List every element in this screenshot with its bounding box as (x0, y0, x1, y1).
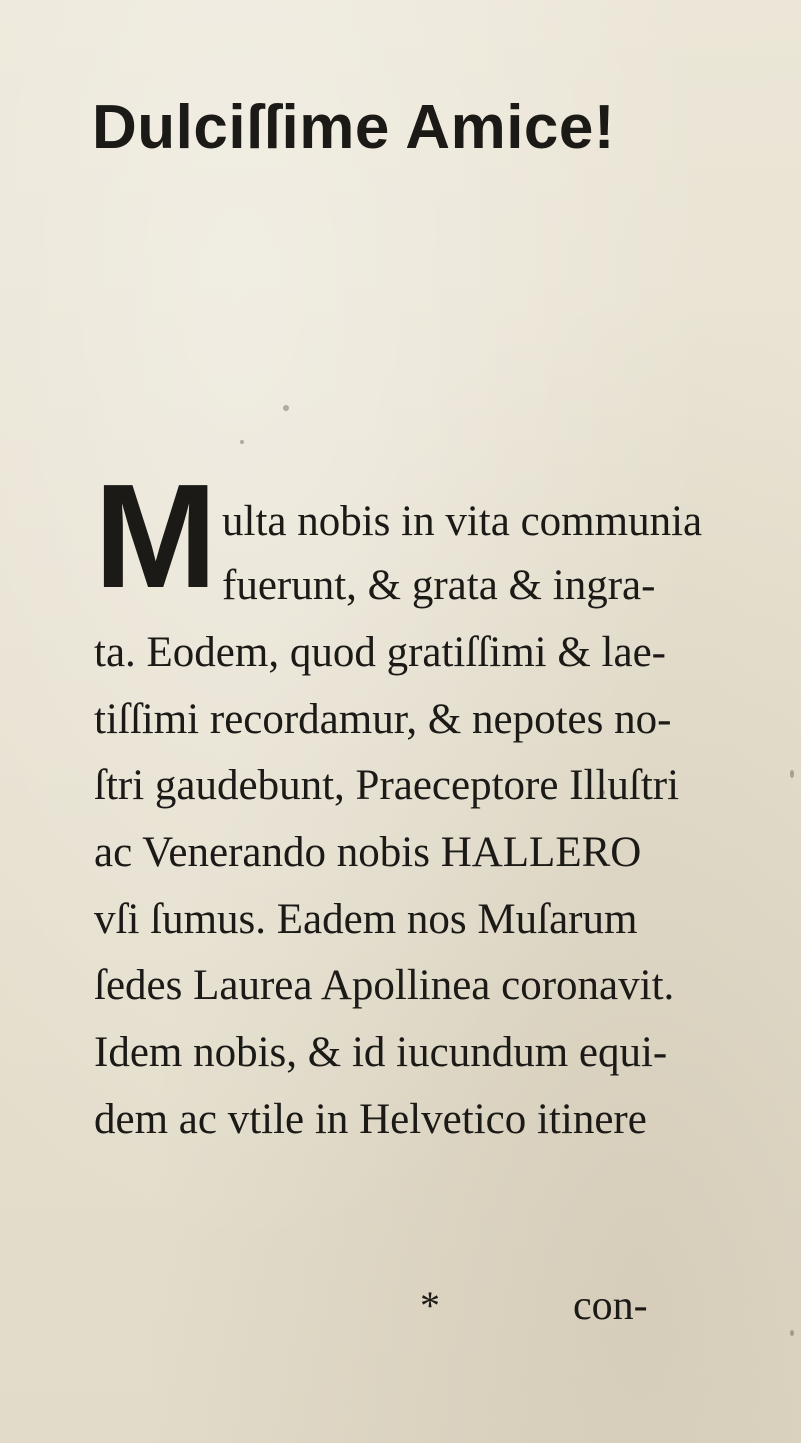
catchword: con- (573, 1283, 648, 1329)
text-line: ac Venerando nobis HALLERO (94, 829, 642, 876)
text-line: vſi ſumus. Eadem nos Muſarum (94, 896, 638, 943)
text-line: dem ac vtile in Helvetico itinere (94, 1096, 647, 1143)
text-line: tiſſimi recordamur, & nepotes no- (94, 696, 672, 743)
text-line: ſedes Laurea Apollinea coronavit. (94, 962, 675, 1009)
drop-cap: M (94, 454, 214, 619)
text-line: Idem nobis, & id iucundum equi- (94, 1029, 668, 1076)
text-line: ta. Eodem, quod gratiſſimi & lae- (94, 629, 666, 676)
text-line: ſtri gaudebunt, Praeceptore Illuſtri (94, 762, 680, 809)
paper-speck (283, 405, 289, 411)
text-line: fuerunt, & grata & ingra- (222, 562, 656, 609)
text-line: ulta nobis in vita communia (222, 498, 703, 545)
letter-salutation: Dulciſſime Amice! (92, 93, 616, 162)
paper-speck (240, 440, 244, 444)
paper-speck (790, 770, 794, 778)
page-footer (0, 1282, 801, 1342)
signature-mark: * (420, 1283, 440, 1328)
